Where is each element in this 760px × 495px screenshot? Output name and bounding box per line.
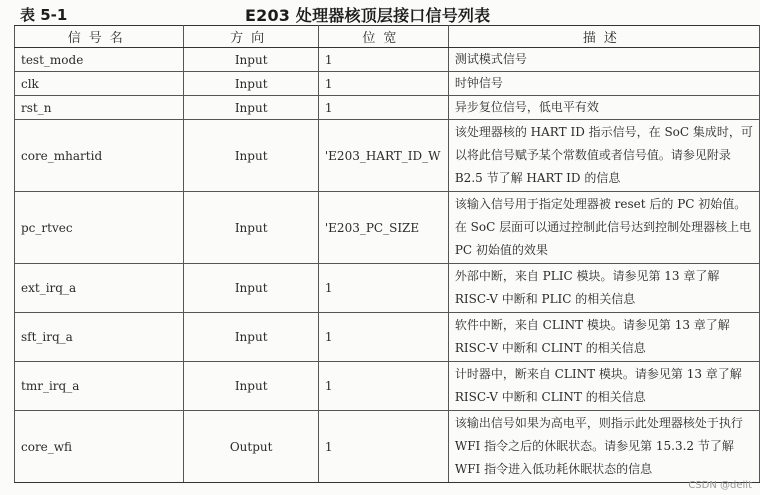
signal-name-cell: test_mode <box>15 48 184 72</box>
table-row <box>15 411 760 483</box>
description-cell: 该处理器核的 HART ID 指示信号，在 SoC 集成时，可以将此信号赋予某个常数值或者信号值。请参见附录 B2.5 节了解 HART ID 的信息 <box>448 120 759 192</box>
description-cell: 该输入信号用于指定处理器被 reset 后的 PC 初始值。在 SoC 层面可以通过控制此信号达到控制处理器核上电 PC 初始值的效果 <box>448 192 759 264</box>
table-title: E203 处理器核顶层接口信号列表 <box>245 6 491 25</box>
width-cell: 1 <box>318 362 448 411</box>
table-row <box>15 362 760 411</box>
direction-cell: Input <box>184 362 318 411</box>
header-description: 描述 <box>448 26 759 48</box>
description-cell: 异步复位信号，低电平有效 <box>448 96 759 120</box>
width-cell: 'E203_HART_ID_W <box>318 120 448 192</box>
signal-name-cell: clk <box>15 72 184 96</box>
signal-name-cell: core_wfi <box>15 411 184 483</box>
direction-cell: Input <box>184 313 318 362</box>
width-cell: 'E203_PC_SIZE <box>318 192 448 264</box>
header-direction: 方向 <box>184 26 318 48</box>
table-row <box>15 96 760 120</box>
signal-name-cell: tmr_irq_a <box>15 362 184 411</box>
direction-cell: Input <box>184 264 318 313</box>
header-width: 位宽 <box>318 26 448 48</box>
signal-name-cell: ext_irq_a <box>15 264 184 313</box>
signal-name-cell: pc_rtvec <box>15 192 184 264</box>
table-row <box>15 120 760 192</box>
direction-cell: Input <box>184 120 318 192</box>
width-cell: 1 <box>318 48 448 72</box>
width-cell: 1 <box>318 72 448 96</box>
table-number: 表 5-1 <box>20 6 68 24</box>
table-row <box>15 48 760 72</box>
width-cell: 1 <box>318 96 448 120</box>
watermark: CSDN @deilt <box>688 480 752 491</box>
description-cell: 软件中断，来自 CLINT 模块。请参见第 13 章了解 RISC-V 中断和 CLINT 的相关信息 <box>448 313 759 362</box>
signal-table <box>14 25 760 483</box>
description-cell: 时钟信号 <box>448 72 759 96</box>
table-row <box>15 192 760 264</box>
width-cell: 1 <box>318 313 448 362</box>
table-header-row <box>15 26 760 48</box>
description-cell: 该输出信号如果为高电平，则指示此处理器核处于执行 WFI 指令之后的休眠状态。请参见第 15.3.2 节了解 WFI 指令进入低功耗休眠状态的信息 <box>448 411 759 483</box>
direction-cell: Output <box>184 411 318 483</box>
header-signal-name: 信号名 <box>15 26 184 48</box>
signal-name-cell: core_mhartid <box>15 120 184 192</box>
width-cell: 1 <box>318 264 448 313</box>
direction-cell: Input <box>184 48 318 72</box>
description-cell: 测试模式信号 <box>448 48 759 72</box>
signal-name-cell: rst_n <box>15 96 184 120</box>
width-cell: 1 <box>318 411 448 483</box>
description-cell: 计时器中，断来自 CLINT 模块。请参见第 13 章了解 RISC-V 中断和 CLINT 的相关信息 <box>448 362 759 411</box>
description-cell: 外部中断，来自 PLIC 模块。请参见第 13 章了解 RISC-V 中断和 PLIC 的相关信息 <box>448 264 759 313</box>
table-row <box>15 264 760 313</box>
direction-cell: Input <box>184 192 318 264</box>
table-row <box>15 313 760 362</box>
signal-name-cell: sft_irq_a <box>15 313 184 362</box>
direction-cell: Input <box>184 72 318 96</box>
table-row <box>15 72 760 96</box>
direction-cell: Input <box>184 96 318 120</box>
